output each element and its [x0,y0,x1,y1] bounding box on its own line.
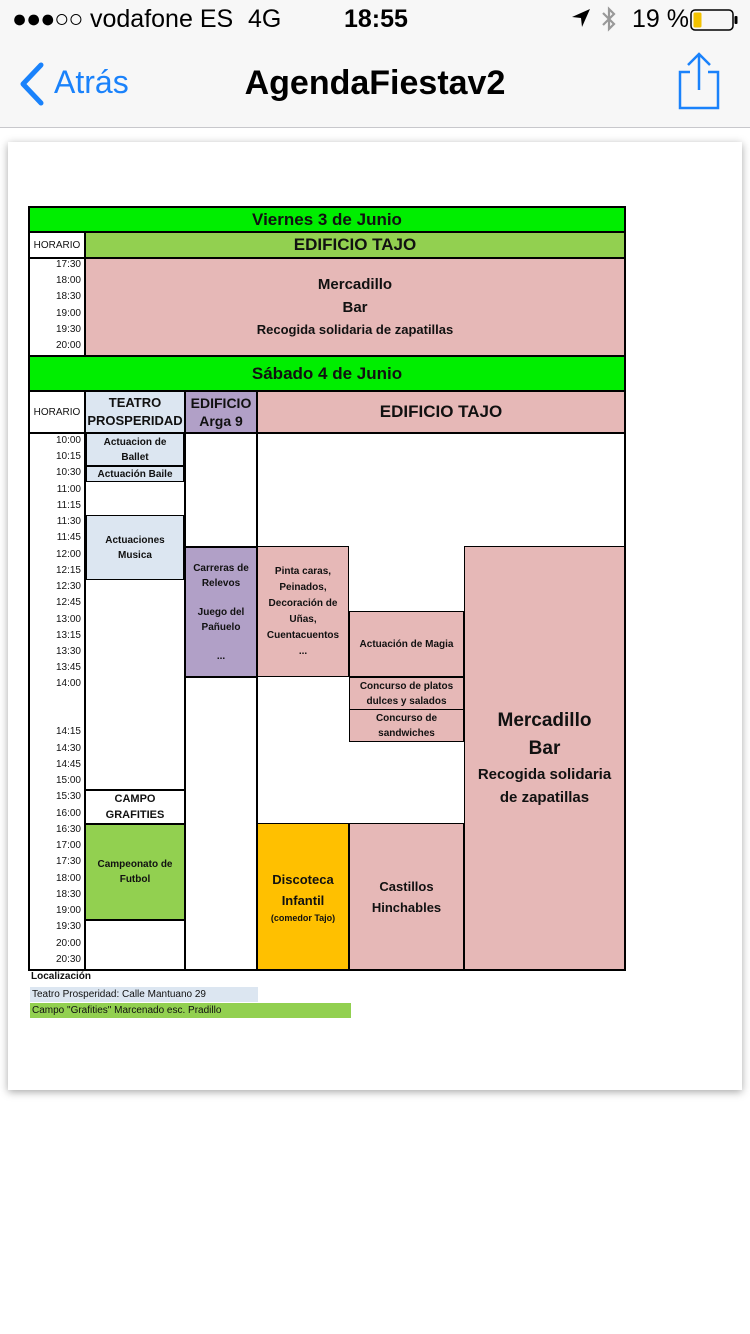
saturday-time-label: 15:00 [55,775,81,786]
saturday-time-label: 20:30 [55,954,81,965]
event-pinta-caras [257,546,349,677]
event-concurso-sandwiches: Concurso de sandwiches [349,709,464,742]
recogida-label: Recogida solidaria de zapatillas [477,766,612,806]
battery-percent: 19 % [632,5,689,33]
network-type: 4G [248,5,282,33]
saturday-time-label: 11:30 [56,516,81,527]
saturday-time-label: 14:00 [55,678,81,689]
saturday-time-label: 15:30 [55,791,81,802]
friday-venue-header: EDIFICIO TAJO [84,231,626,259]
saturday-time-label: 11:00 [56,484,81,495]
saturday-time-label: 18:00 [55,873,81,884]
saturday-time-label: 17:00 [55,840,81,851]
event-actuacion-baile: Actuación Baile [86,466,184,482]
clock: 18:55 [344,5,408,33]
column-teatro-prosperidad: TEATRO PROSPERIDAD [84,390,186,434]
juego-del-panuelo: Juego del Pañuelo [197,606,245,633]
event-actuacion-magia: Actuación de Magia [349,611,464,677]
event-actuaciones-musica: Actuaciones Musica [86,515,184,580]
ellipsis: ... [216,650,226,662]
carrier-name: vodafone ES [90,5,234,33]
legend-title: Localización [31,971,92,982]
friday-time-label: 18:30 [55,291,81,303]
friday-time-label: 19:00 [55,307,81,319]
saturday-time-label: 14:15 [55,726,81,737]
column-edificio-tajo: EDIFICIO TAJO [256,390,626,434]
saturday-time-label: 12:45 [55,597,81,608]
back-button[interactable]: Atrás [54,64,129,100]
event-carreras-panuelo [184,546,258,678]
friday-recogida: Recogida solidaria de zapatillas [256,322,454,337]
mercadillo-label: Mercadillo [497,710,592,731]
saturday-time-label: 19:30 [55,921,81,932]
column-edificio-arga: EDIFICIO Arga 9 [184,390,258,434]
saturday-header: Sábado 4 de Junio [28,355,626,392]
friday-time-label: 20:00 [55,340,81,351]
event-mercadillo-bar [464,546,625,970]
event-concurso-platos: Concurso de platos dulces y salados [349,677,464,710]
saturday-time-label: 13:15 [55,630,81,641]
page-title: AgendaFiestav2 [244,64,506,102]
saturday-time-label: 17:30 [55,856,81,867]
event-discoteca-infantil [257,823,349,970]
saturday-time-label: 13:00 [55,614,81,625]
pinta-ellipsis: ... [298,646,308,657]
event-actuacion-ballet: Actuacion de Ballet [86,433,184,466]
event-campeonato-futbol: Campeonato de Futbol [84,823,186,921]
friday-header: Viernes 3 de Junio [28,206,626,233]
friday-bar: Bar [342,299,368,316]
friday-mercadillo: Mercadillo [317,276,393,293]
location-icon [570,7,592,36]
saturday-time-label: 13:45 [55,662,81,673]
arga-column-body [184,432,258,971]
event-castillos-hinchables: Castillos Hinchables [349,823,464,970]
discoteca-label: Discoteca Infantil [272,871,334,908]
saturday-time-label: 16:30 [55,824,81,835]
friday-time-label: 17:30 [55,259,81,270]
battery-icon [690,9,738,38]
campo-grafities-header: CAMPO GRAFITIES [84,789,186,825]
saturday-time-label: 11:45 [56,532,81,543]
saturday-time-label: 10:15 [55,451,81,462]
friday-event-block [84,257,626,357]
signal-strength: ●●●○○ [12,5,83,33]
saturday-time-label: 12:15 [55,565,81,576]
share-icon[interactable] [676,52,722,110]
saturday-time-label: 16:00 [55,808,81,819]
saturday-time-label: 12:30 [55,581,81,592]
saturday-time-label: 14:45 [55,759,81,770]
pinta-caras-text: Pinta caras, Peinados, Decoración de Uñas, Cuentacuentos [266,566,340,641]
saturday-time-label: 14:30 [55,743,81,754]
bar-label: Bar [528,738,561,759]
legend-campo: Campo "Grafities" Marcenado esc. Pradillo [30,1003,351,1018]
saturday-time-label: 20:00 [55,938,81,949]
bluetooth-icon [600,6,618,39]
friday-horario-label: HORARIO [28,231,86,259]
saturday-time-label: 18:30 [55,889,81,900]
saturday-time-label: 19:00 [55,905,81,916]
saturday-time-label: 11:15 [56,500,81,511]
carreras-de-relevos: Carreras de Relevos [193,562,249,589]
saturday-time-label: 12:00 [55,549,81,560]
friday-time-label: 19:30 [55,323,81,335]
status-bar [0,0,750,40]
saturday-time-label: 13:30 [55,646,81,657]
saturday-time-label: 10:30 [55,467,81,478]
saturday-horario-label: HORARIO [28,390,86,434]
friday-time-label: 18:00 [55,275,81,287]
saturday-time-label: 10:00 [55,435,81,446]
legend-teatro: Teatro Prosperidad: Calle Mantuano 29 [30,987,258,1002]
comedor-label: (comedor Tajo) [270,912,336,923]
